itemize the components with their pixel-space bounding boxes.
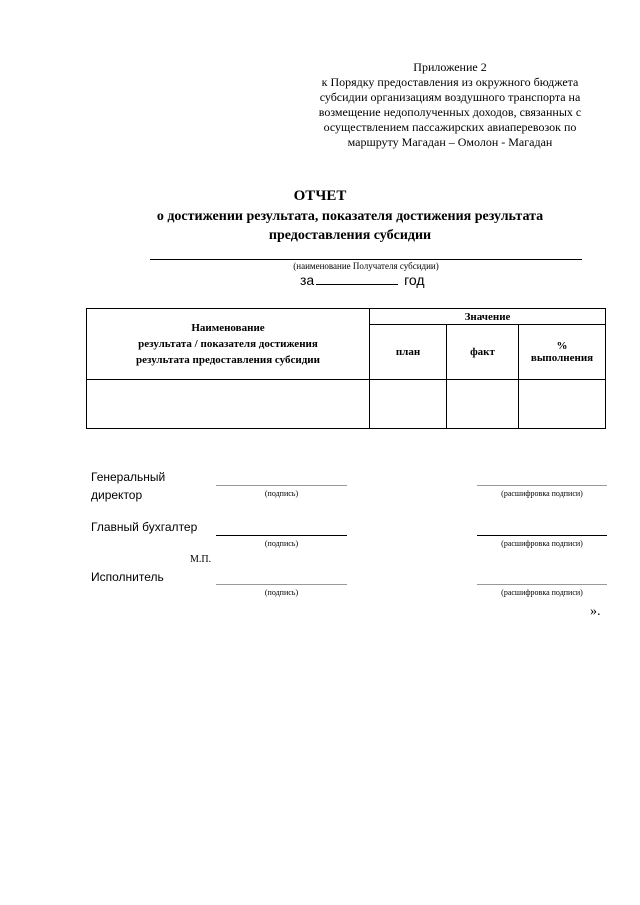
value-column-header: Значение (370, 309, 606, 325)
director-decoding-caption: (расшифровка подписи) (501, 489, 583, 498)
executor-decoding-line[interactable] (477, 584, 607, 585)
stamp-place: М.П. (190, 554, 212, 565)
report-period (300, 272, 425, 288)
executor-label: Исполнитель (91, 570, 164, 584)
subtitle-line-2: предоставления субсидии (268, 228, 432, 243)
accountant-decoding-line[interactable] (477, 535, 607, 536)
subtitle-line-1: о достижении результата, показателя достижения результата (156, 209, 544, 224)
document-title: ОТЧЕТ (293, 188, 347, 204)
table-cell-percent[interactable] (519, 380, 606, 429)
accountant-signature-line[interactable] (216, 535, 347, 536)
fact-column-header: факт (447, 325, 519, 380)
executor-signature-caption: (подпись) (264, 588, 299, 597)
accountant-label: Главный бухгалтер (91, 520, 198, 534)
appendix-block (300, 60, 600, 150)
period-suffix: год (404, 272, 425, 288)
appendix-line: возмещение недополученных доходов, связанных с (318, 105, 582, 119)
executor-signature-line[interactable] (216, 584, 347, 585)
recipient-caption: (наименование Получателя субсидии) (293, 261, 439, 271)
director-decoding-line[interactable] (477, 485, 607, 486)
plan-column-header: план (370, 325, 447, 380)
table-cell-plan[interactable] (370, 380, 447, 429)
period-prefix: за (300, 272, 315, 288)
recipient-name-line (150, 259, 582, 260)
appendix-line: к Порядку предоставления из окружного бюджета (321, 75, 579, 89)
director-signature-line[interactable] (216, 485, 347, 486)
period-blank-field (316, 272, 398, 285)
executor-decoding-caption: (расшифровка подписи) (501, 588, 583, 597)
closing-quote-mark: ». (590, 604, 601, 619)
name-column-header: Наименование результата / показателя достижения результата предоставления субсидии (87, 309, 370, 380)
appendix-line: субсидии организациям воздушного транспорта на (319, 90, 581, 104)
percent-column-header: % выполнения (519, 325, 606, 380)
director-signature-caption: (подпись) (264, 489, 299, 498)
appendix-line: осуществлением пассажирских авиаперевозок по (323, 120, 577, 134)
director-label: Генеральный директор (91, 470, 166, 502)
document-subtitle (100, 207, 600, 245)
appendix-line: маршруту Магадан – Омолон - Магадан (347, 135, 553, 149)
report-table (86, 308, 606, 429)
appendix-line: Приложение 2 (413, 60, 487, 74)
table-cell-name[interactable] (87, 380, 370, 429)
table-cell-fact[interactable] (447, 380, 519, 429)
accountant-signature-caption: (подпись) (264, 539, 299, 548)
accountant-decoding-caption: (расшифровка подписи) (501, 539, 583, 548)
